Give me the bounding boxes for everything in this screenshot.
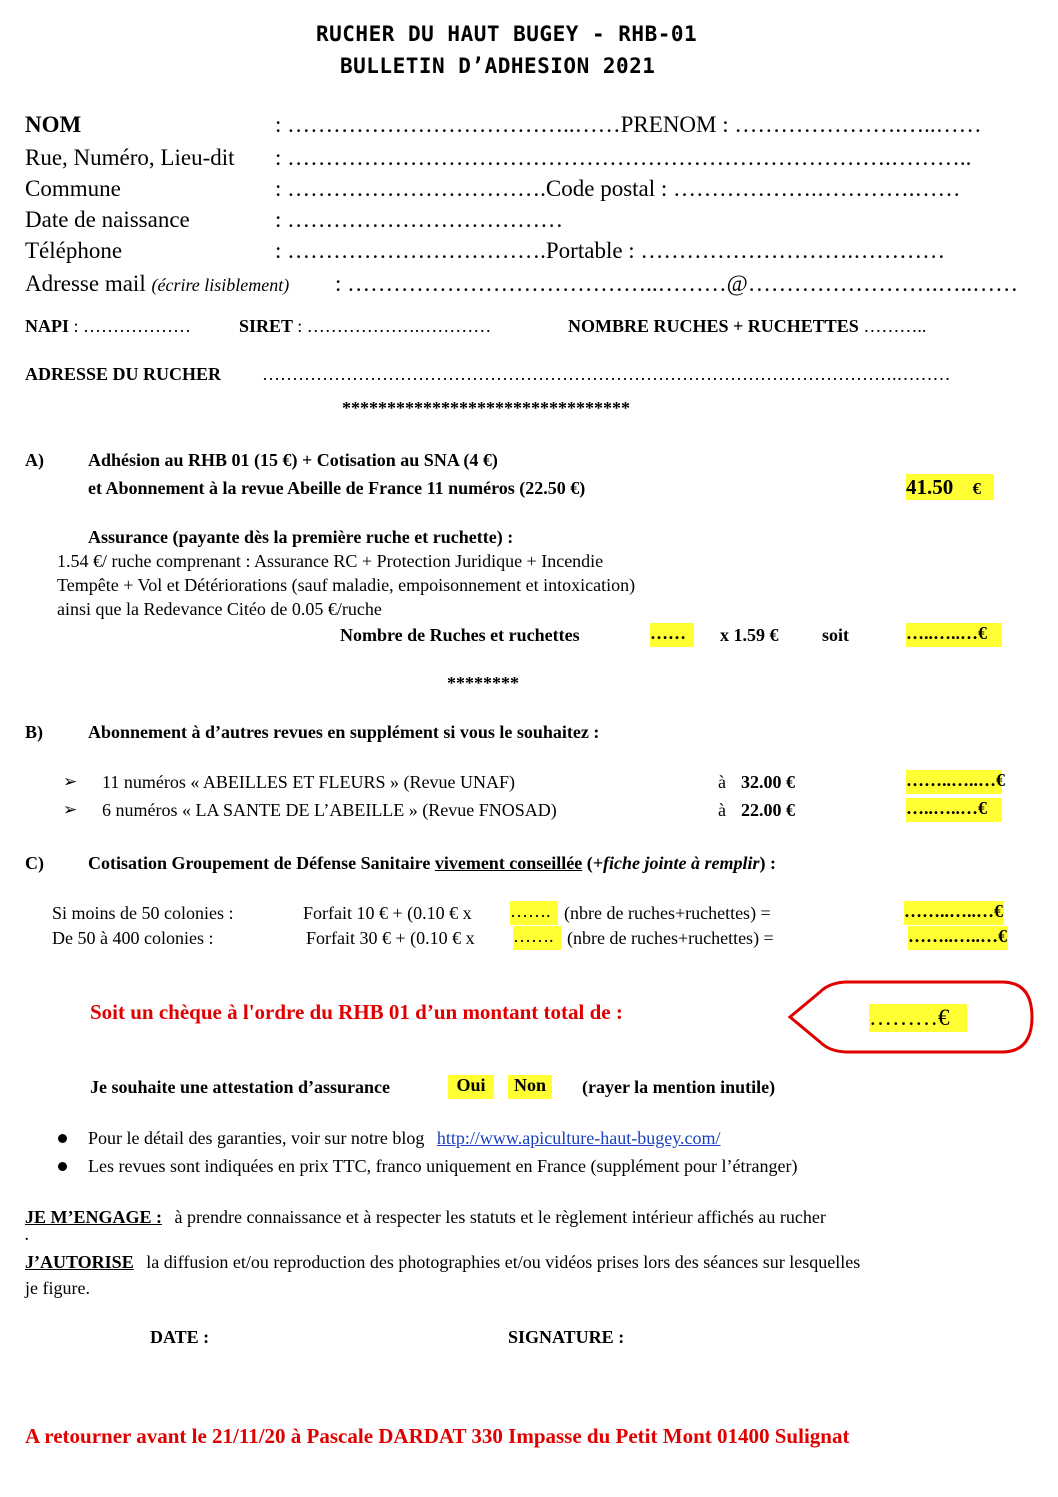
- naissance-label: Date de naissance: [25, 207, 190, 232]
- assurance-line2: Tempête + Vol et Détériorations (sauf maladie, empoisonnement et intoxication): [57, 575, 636, 595]
- revue-item-total-field[interactable]: …..…..…€: [906, 798, 1002, 822]
- siret-field[interactable]: : ……………….…………: [297, 316, 492, 336]
- form-title: RUCHER DU HAUT BUGEY - RHB-01: [316, 22, 698, 46]
- siret-row: [239, 316, 491, 337]
- gds-row-forfait: Forfait 30 € + (0.10 € x: [306, 928, 475, 948]
- section-a-euro: €: [972, 479, 981, 498]
- gds-row-forfait: Forfait 10 € + (0.10 € x: [303, 903, 472, 923]
- siret-label: SIRET: [239, 316, 293, 336]
- section-c-title-pre: Cotisation Groupement de Défense Sanitaire: [88, 853, 435, 873]
- bullet-dot-icon: [58, 1162, 67, 1171]
- signature-label: SIGNATURE :: [508, 1327, 625, 1347]
- return-instructions: A retourner avant le 21/11/20 à Pascale DARDAT 330 Impasse du Petit Mont 01400 Sulignat: [25, 1424, 850, 1448]
- section-a-amount: [906, 474, 994, 500]
- total-amount-field[interactable]: ………€: [869, 1004, 967, 1032]
- blog-link[interactable]: http://www.apiculture-haut-bugey.com/: [436, 1128, 721, 1148]
- revue-item-total-field[interactable]: ……..…..…€: [906, 770, 1002, 794]
- gds-row-label: Si moins de 50 colonies :: [52, 903, 234, 923]
- total-label: Soit un chèque à l'ordre du RHB 01 d’un montant total de :: [90, 1000, 623, 1024]
- section-c-title-open: (: [582, 853, 593, 873]
- revues-note: Les revues sont indiquées en prix TTC, franco uniquement en France (supplément pour l’étranger): [88, 1156, 798, 1176]
- commune-field[interactable]: : …………………………….Code postal : ……………….………….……: [275, 176, 961, 201]
- arrow-bullet-icon: ➢: [63, 772, 78, 791]
- section-a-line1: Adhésion au RHB 01 (15 €) + Cotisation au SNA (4 €): [88, 450, 498, 470]
- mail-note: (écrire lisiblement): [151, 275, 290, 295]
- mail-field[interactable]: : …………………………………..………@…………………….…..……: [335, 271, 1019, 296]
- ruches-field[interactable]: ………..: [863, 316, 927, 336]
- blog-note-text: Pour le détail des garanties, voir sur notre blog: [88, 1128, 425, 1148]
- autorise-text-continued: je figure.: [25, 1278, 90, 1298]
- section-c-letter: C): [25, 853, 44, 873]
- assurance-title: Assurance (payante dès la première ruche et ruchette) :: [88, 527, 514, 547]
- mail-label: [25, 271, 289, 297]
- engage-text: à prendre connaissance et à respecter les statuts et le règlement intérieur affichés au rucher: [174, 1207, 826, 1227]
- autorise-label: J’AUTORISE: [25, 1252, 134, 1272]
- engage-row: [25, 1207, 826, 1228]
- attestation-non[interactable]: Non: [508, 1075, 552, 1099]
- rue-field[interactable]: : …………………………………………………………………….………..: [275, 145, 972, 170]
- section-c-title-close: ) :: [759, 853, 777, 873]
- nom-prenom-field[interactable]: : ………………………………..……PRENOM : ………………….…..……: [275, 112, 982, 137]
- revue-item-price-prefix: à: [718, 772, 726, 792]
- mail-label-text: Adresse mail: [25, 271, 146, 296]
- napi-field[interactable]: : ………………: [73, 316, 192, 336]
- blog-note: [88, 1128, 721, 1149]
- form-subtitle: BULLETIN D’ADHESION 2021: [340, 54, 656, 78]
- gds-row-count-field[interactable]: …….: [513, 926, 561, 950]
- assurance-line3: ainsi que la Redevance Citéo de 0.05 €/ruche: [57, 599, 382, 619]
- engage-dot: .: [25, 1229, 29, 1244]
- multiplier-text: x 1.59 €: [720, 625, 779, 645]
- rue-label: Rue, Numéro, Lieu-dit: [25, 145, 235, 170]
- revue-item-text: 6 numéros « LA SANTE DE L’ABEILLE » (Revue FNOSAD): [102, 800, 557, 820]
- napi-label: NAPI: [25, 316, 69, 336]
- gds-row-suffix: (nbre de ruches+ruchettes) =: [564, 903, 771, 923]
- adresse-rucher-label: ADRESSE DU RUCHER: [25, 364, 222, 384]
- telephone-label: Téléphone: [25, 238, 123, 263]
- separator-stars-small: ********: [447, 673, 519, 693]
- autorise-text: la diffusion et/ou reproduction des photographies et/ou vidéos prises lors des séances sur lesquelles: [146, 1252, 861, 1272]
- revue-item-price-prefix: à: [718, 800, 726, 820]
- ruches-label: NOMBRE RUCHES + RUCHETTES: [568, 316, 859, 336]
- assurance-line1: 1.54 €/ ruche comprenant : Assurance RC + Protection Juridique + Incendie: [57, 551, 604, 571]
- attestation-note: (rayer la mention inutile): [582, 1077, 776, 1097]
- section-c-title-underlined: vivement conseillée: [434, 853, 583, 873]
- attestation-oui[interactable]: Oui: [448, 1075, 494, 1099]
- gds-row-count-field[interactable]: …….: [510, 901, 558, 925]
- assurance-total-field[interactable]: …..…..…€: [906, 623, 1002, 647]
- autorise-row: [25, 1252, 860, 1273]
- section-c-title: [88, 853, 776, 874]
- gds-row-total-field[interactable]: ……..…..…€: [904, 901, 1004, 925]
- arrow-bullet-icon: ➢: [63, 800, 78, 819]
- ruches-row: [568, 316, 926, 337]
- section-b-letter: B): [25, 722, 43, 742]
- gds-row-total-field[interactable]: ……..…..…€: [908, 926, 1008, 950]
- bullet-dot-icon: [58, 1134, 67, 1143]
- gds-row-suffix: (nbre de ruches+ruchettes) =: [567, 928, 774, 948]
- section-a-line2: et Abonnement à la revue Abeille de France 11 numéros (22.50 €): [88, 478, 586, 498]
- revue-item-price: 22.00 €: [741, 800, 795, 820]
- section-c-title-italic: +fiche jointe à remplir: [592, 853, 760, 873]
- section-a-amount-value: 41.50: [906, 475, 954, 499]
- separator-stars: ********************************: [342, 398, 630, 418]
- revue-item-text: 11 numéros « ABEILLES ET FLEURS » (Revue UNAF): [102, 772, 515, 792]
- nombre-ruches-label: Nombre de Ruches et ruchettes: [340, 625, 580, 645]
- date-label: DATE :: [150, 1327, 210, 1347]
- section-a-letter: A): [25, 450, 44, 470]
- napi-row: [25, 316, 191, 337]
- gds-row-label: De 50 à 400 colonies :: [52, 928, 214, 948]
- attestation-label: Je souhaite une attestation d’assurance: [90, 1077, 390, 1097]
- nombre-ruches-field[interactable]: ……: [650, 623, 694, 647]
- commune-label: Commune: [25, 176, 121, 201]
- section-b-title: Abonnement à d’autres revues en supplément si vous le souhaitez :: [88, 722, 600, 742]
- nom-label: NOM: [25, 112, 82, 137]
- naissance-field[interactable]: : ………………………………: [275, 207, 564, 232]
- engage-label: JE M’ENGAGE :: [25, 1207, 162, 1227]
- telephone-field[interactable]: : …………………………….Portable : ……………………….…………: [275, 238, 946, 263]
- adresse-rucher-field[interactable]: …………………………………………………………………………………………….………: [262, 364, 951, 384]
- revue-item-price: 32.00 €: [741, 772, 795, 792]
- soit-text: soit: [822, 625, 849, 645]
